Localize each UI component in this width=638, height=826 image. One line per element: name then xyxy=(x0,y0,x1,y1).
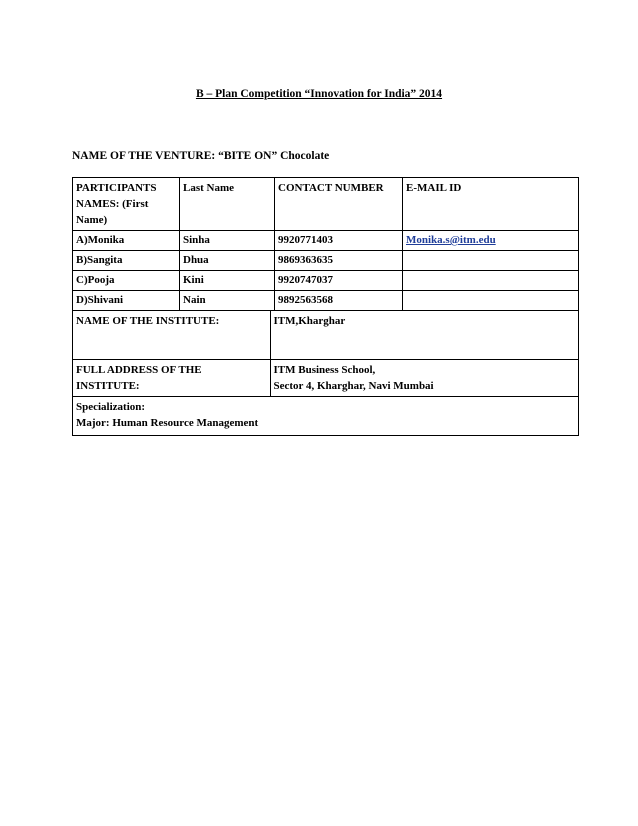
participant-first-name: B)Sangita xyxy=(73,251,180,271)
heading-text: B – Plan Competition “Innovation for India” 2014 xyxy=(195,88,443,100)
specialization-row xyxy=(73,397,579,436)
participant-last-name: Sinha xyxy=(180,231,275,251)
participants-table xyxy=(72,177,579,436)
header-contact-number: CONTACT NUMBER xyxy=(275,178,403,231)
header-email: E-MAIL ID xyxy=(403,178,579,231)
participant-first-name: A)Monika xyxy=(73,231,180,251)
participant-email-link[interactable]: Monika.s@itm.edu xyxy=(406,234,496,246)
participant-first-name: C)Pooja xyxy=(73,271,180,291)
header-last-name: Last Name xyxy=(180,178,275,231)
participant-contact: 9920747037 xyxy=(275,271,403,291)
participant-email xyxy=(403,251,579,271)
address-label-line-2: INSTITUTE: xyxy=(76,380,140,392)
participant-email xyxy=(403,271,579,291)
table-row xyxy=(73,231,579,251)
participant-email xyxy=(403,291,579,311)
participant-contact: 9869363635 xyxy=(275,251,403,271)
address-value xyxy=(270,360,578,396)
participant-last-name: Kini xyxy=(180,271,275,291)
address-line-1: ITM Business School, xyxy=(273,364,376,376)
venture-name: NAME OF THE VENTURE: “BITE ON” Chocolate xyxy=(72,150,330,162)
address-row xyxy=(73,360,579,397)
institute-label: NAME OF THE INSTITUTE: xyxy=(76,315,220,327)
participant-first-name: D)Shivani xyxy=(73,291,180,311)
institute-row xyxy=(73,311,579,360)
specialization-value: Major: Human Resource Management xyxy=(76,417,259,429)
table-row xyxy=(73,271,579,291)
table-row xyxy=(73,251,579,271)
header-first-name: PARTICIPANTS NAMES: (First Name) xyxy=(73,178,180,231)
participant-contact: 9892563568 xyxy=(275,291,403,311)
address-label-line-1: FULL ADDRESS OF THE xyxy=(76,364,202,376)
participant-contact: 9920771403 xyxy=(275,231,403,251)
participant-last-name: Dhua xyxy=(180,251,275,271)
address-line-2: Sector 4, Kharghar, Navi Mumbai xyxy=(273,380,434,392)
address-label xyxy=(73,360,270,396)
table-row xyxy=(73,291,579,311)
table-header-row xyxy=(73,178,579,231)
participant-last-name: Nain xyxy=(180,291,275,311)
document-heading xyxy=(0,88,638,100)
institute-value: ITM,Kharghar xyxy=(270,311,578,359)
specialization-label: Specialization: xyxy=(76,401,146,413)
